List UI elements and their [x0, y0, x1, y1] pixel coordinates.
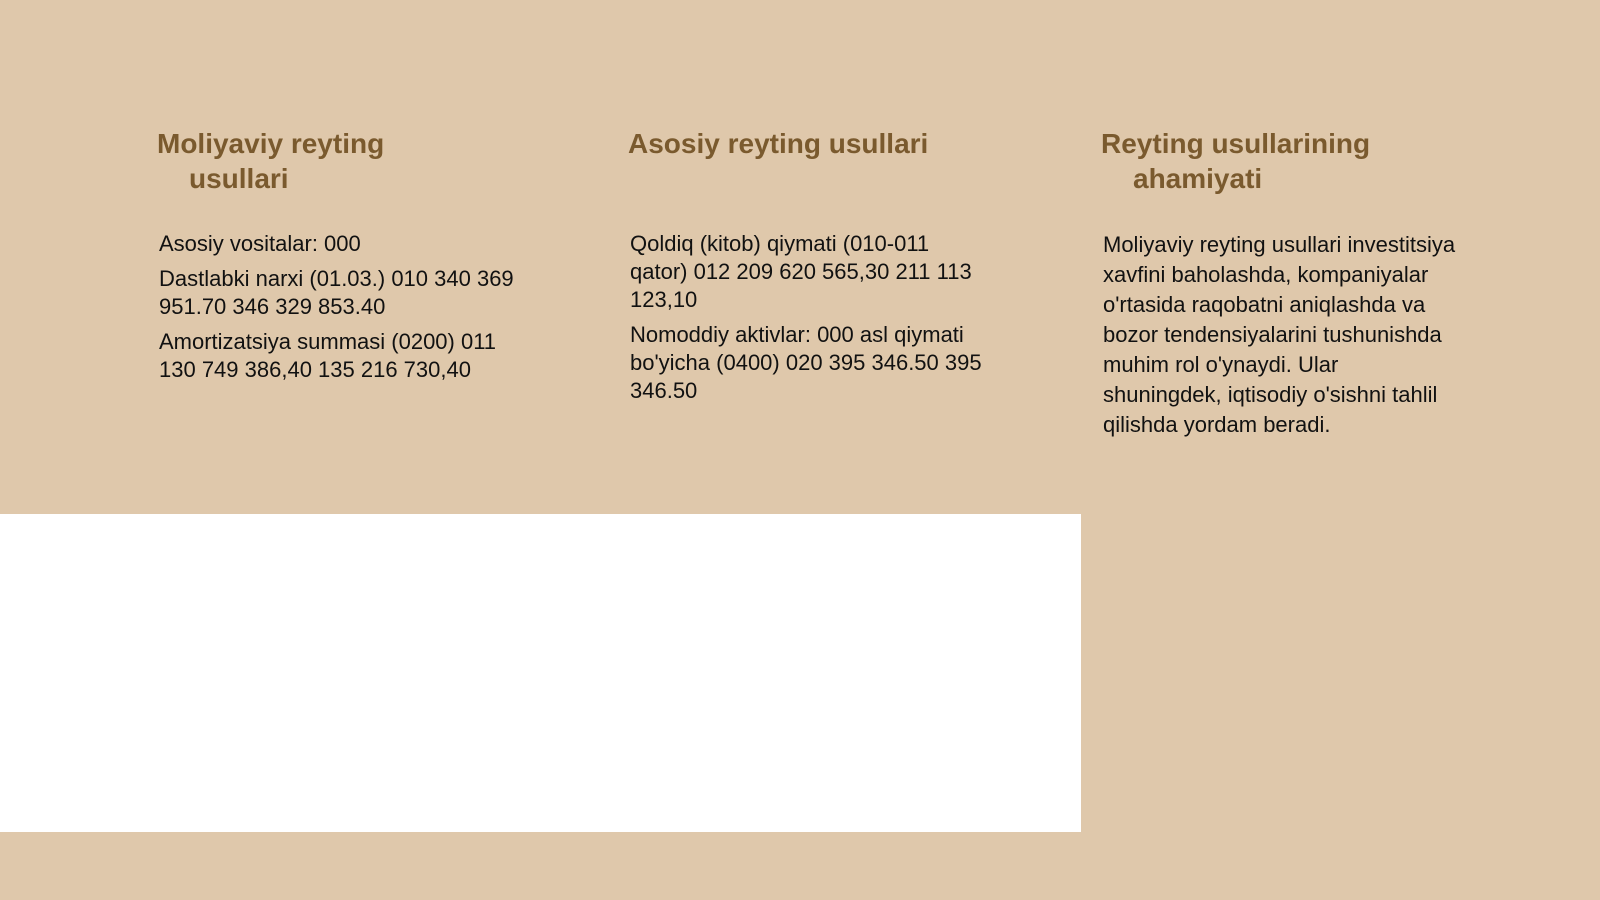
heading-line-1: Reyting usullarining — [1101, 128, 1371, 159]
heading-line-2: usullari — [189, 163, 289, 194]
white-image-placeholder — [0, 514, 1081, 832]
column-main-rating-methods — [628, 126, 988, 412]
column-body — [628, 230, 988, 405]
heading-line-1: Moliyaviy reyting — [157, 128, 385, 159]
body-paragraph: Nomoddiy aktivlar: 000 asl qiymati bo'yicha (0400) 020 395 346.50 395 346.50 — [630, 322, 982, 403]
body-paragraph: Asosiy vositalar: 000 — [159, 231, 361, 256]
column-importance-of-rating-methods — [1101, 126, 1461, 447]
heading-line-1: Asosiy reyting usullari — [628, 128, 929, 159]
body-paragraph: Moliyaviy reyting usullari investitsiya xavfini baholashda, kompaniyalar o'rtasida raqobatni aniqlashda va bozor tendensiyalarini tushunishda muhim rol o'ynaydi. Ular shuningdek, iqtisodiy o'sishni tahlil qilishda yordam beradi. — [1103, 232, 1456, 437]
body-paragraph: Qoldiq (kitob) qiymati (010-011 qator) 012 209 620 565,30 211 113 123,10 — [630, 231, 972, 312]
column-heading — [157, 126, 517, 230]
column-body — [157, 230, 517, 384]
body-paragraph: Amortizatsiya summasi (0200) 011 130 749 386,40 135 216 730,40 — [159, 329, 497, 382]
column-heading — [628, 126, 988, 230]
column-financial-rating-methods — [157, 126, 517, 391]
body-paragraph: Dastlabki narxi (01.03.) 010 340 369 951.70 346 329 853.40 — [159, 266, 514, 319]
heading-line-2: ahamiyati — [1133, 163, 1263, 194]
column-heading — [1101, 126, 1461, 230]
column-body — [1101, 230, 1461, 440]
